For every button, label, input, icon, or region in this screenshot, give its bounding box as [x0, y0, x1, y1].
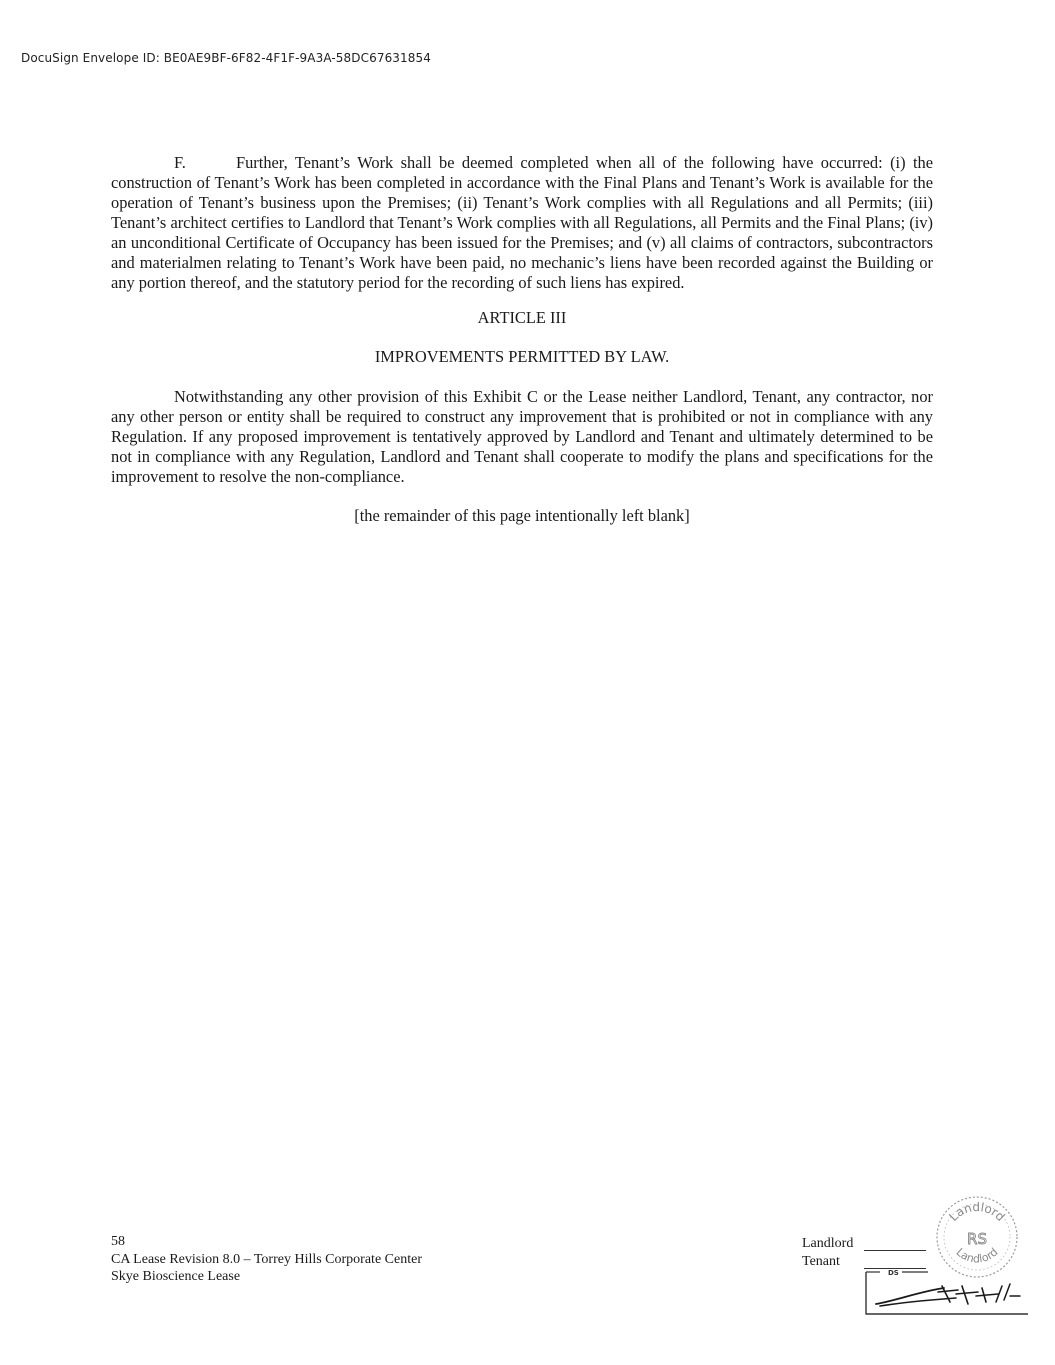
- stamp-bottom-text: Landlord: [953, 1245, 1001, 1266]
- page-number: 58: [111, 1234, 125, 1249]
- signature-ds-tag: DS: [888, 1269, 899, 1277]
- section-f-paragraph: [111, 153, 933, 293]
- lease-revision: CA Lease Revision 8.0 – Torrey Hills Corporate Center: [111, 1251, 422, 1267]
- footer-left: [111, 1233, 422, 1286]
- article-paragraph: [111, 387, 933, 487]
- landlord-initial-line: [864, 1250, 926, 1251]
- section-f-text: Further, Tenant’s Work shall be deemed completed when all of the following have occurred: (i) the construction of Tenant’s Work has been completed in accordance with the Final Plans and Tenant’s Work is available for the operation of Tenant’s business upon the Premises; (ii) Tenant’s Work complies with all Regulations and all Permits; (iii) Tenant’s architect certifies to Landlord that Tenant’s Work complies with all Regulations, all Permits and the Final Plans; (iv) an unconditional Certificate of Occupancy has been issued for the Premises; and (v) all claims of contractors, subcontractors and materialmen relating to Tenant’s Work have been paid, no mechanic’s liens have been recorded against the Building or any portion thereof, and the statutory period for the recording of such liens has expired.: [111, 153, 933, 292]
- signature-stroke-4: [956, 1286, 978, 1304]
- blank-notice: [the remainder of this page intentionally left blank]: [354, 506, 690, 525]
- article-title: IMPROVEMENTS PERMITTED BY LAW.: [374, 347, 670, 366]
- signature-stroke-6: [996, 1284, 1020, 1302]
- landlord-label: Landlord: [802, 1236, 854, 1251]
- stamp-top-text: Landlord: [946, 1199, 1008, 1225]
- tenant-label: Tenant: [802, 1254, 840, 1269]
- signature-stroke-2: [880, 1298, 956, 1306]
- lease-name: Skye Bioscience Lease: [111, 1269, 241, 1284]
- article-text: Notwithstanding any other provision of this Exhibit C or the Lease neither Landlord, Tenant, any contractor, nor any other person or entity shall be required to construct any improvement that is prohibited or not in compliance with any Regulation. If any proposed improvement is tentatively approved by Landlord and Tenant and ultimately determined to be not in compliance with any Regulation, Landlord and Tenant shall cooperate to modify the plans and specifications for the improvement to resolve the non-compliance.: [111, 387, 933, 486]
- stamp-initials: RS: [967, 1230, 987, 1248]
- docusign-envelope-id: DocuSign Envelope ID: BE0AE9BF-6F82-4F1F-9A3A-58DC67631854: [21, 51, 431, 65]
- signature-box-border: [866, 1272, 1028, 1314]
- tenant-initials-signature: [858, 1262, 1030, 1322]
- article-number: ARTICLE III: [477, 308, 567, 327]
- signature-stroke-5: [976, 1288, 998, 1302]
- footer-initials: [802, 1235, 853, 1271]
- document-body: [111, 153, 933, 526]
- section-f-label: F.: [174, 153, 186, 172]
